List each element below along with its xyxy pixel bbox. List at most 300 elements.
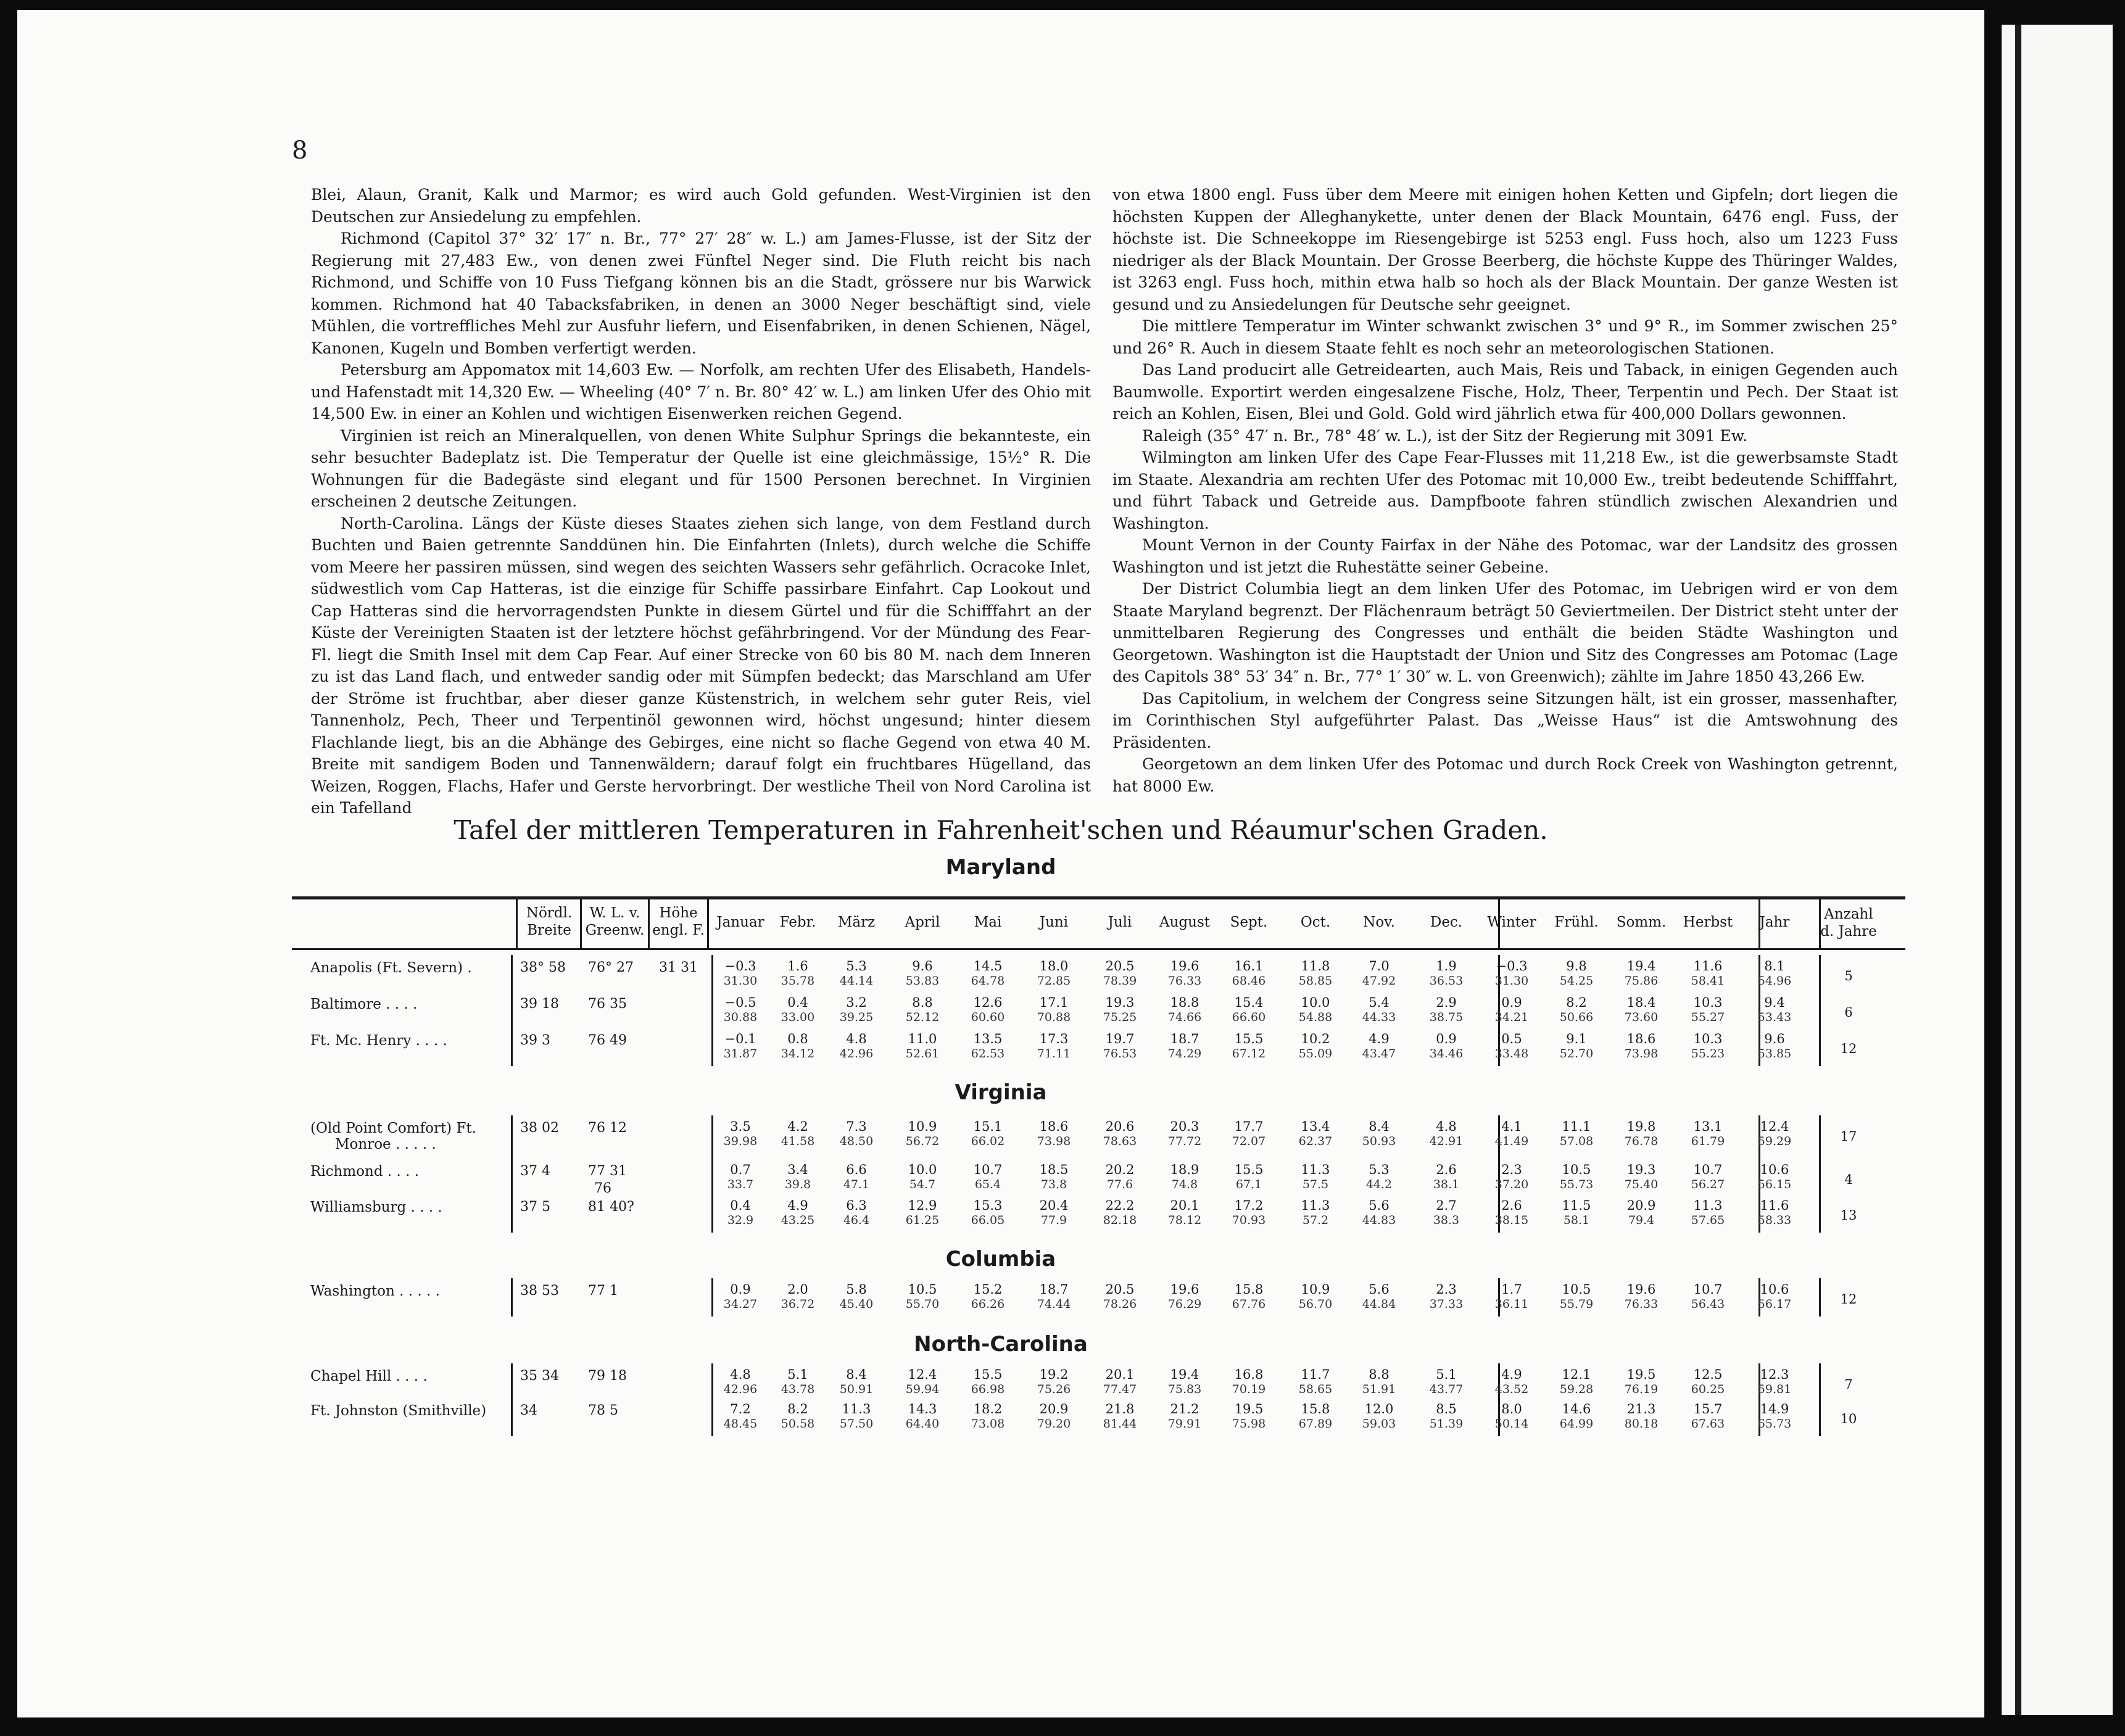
- season-reaumur: 18.6: [1626, 1031, 1656, 1046]
- temp-fahrenheit: 66.05: [971, 1213, 1005, 1227]
- temp-fahrenheit: 70.88: [1037, 1011, 1071, 1024]
- temp-fahrenheit: 41.58: [781, 1135, 815, 1148]
- temp-reaumur: 20.6: [1105, 1119, 1135, 1134]
- temp-fahrenheit: 32.9: [727, 1213, 754, 1227]
- station-name: Baltimore . . . .: [310, 996, 418, 1012]
- page-edge-line: [2015, 25, 2021, 1715]
- paragraph: Georgetown an dem linken Ufer des Potomac und durch Rock Creek von Washington getrennt, hat 8000 Ew.: [1112, 755, 1898, 795]
- temp-reaumur: 15.4: [1234, 995, 1264, 1010]
- season-reaumur: 13.1: [1693, 1119, 1723, 1134]
- temp-fahrenheit: 64.40: [905, 1417, 940, 1431]
- paragraph: Wilmington am linken Ufer des Cape Fear-Flusses mit 11,218 Ew., ist die gewerbsamste Stadt im Staate. Alexandria am rechten Ufer des Potomac mit 10,000 Ew., treibt bedeutende Schifffahrt, und führt Taback und Getreide aus. Dampfboote fahren stündlich zwischen Alexandrien und Washington.: [1112, 448, 1898, 532]
- temp-reaumur: 8.5: [1436, 1402, 1457, 1416]
- temp-reaumur: 20.1: [1170, 1198, 1199, 1213]
- season-fahrenheit: 76.33: [1624, 1297, 1659, 1311]
- annual-reaumur: 11.6: [1760, 1198, 1789, 1213]
- annual-fahrenheit: 53.43: [1757, 1011, 1792, 1024]
- temp-fahrenheit: 75.25: [1103, 1011, 1137, 1024]
- annual-reaumur: 10.6: [1760, 1282, 1789, 1297]
- station-longitude: 81 40?: [588, 1199, 634, 1215]
- temp-fahrenheit: 42.91: [1429, 1135, 1464, 1148]
- station-divider: [511, 955, 513, 1066]
- temp-reaumur: 5.1: [1436, 1367, 1457, 1382]
- station-name: Chapel Hill . . . .: [310, 1368, 428, 1384]
- temp-reaumur: 4.9: [1369, 1031, 1390, 1046]
- season-fahrenheit: 55.23: [1691, 1047, 1725, 1060]
- season-fahrenheit: 58.41: [1691, 974, 1725, 988]
- temp-reaumur: 8.8: [1369, 1367, 1390, 1382]
- month-header-7: Juli: [1108, 914, 1132, 930]
- season-fahrenheit: 33.48: [1494, 1047, 1529, 1060]
- annual-reaumur: 8.1: [1764, 959, 1785, 973]
- temp-reaumur: 20.4: [1039, 1198, 1069, 1213]
- season-reaumur: 0.5: [1501, 1031, 1522, 1046]
- temp-fahrenheit: 62.53: [971, 1047, 1005, 1060]
- temp-fahrenheit: 42.96: [723, 1383, 758, 1396]
- temp-reaumur: 7.0: [1369, 959, 1390, 973]
- temp-reaumur: −0.3: [724, 959, 756, 973]
- season-reaumur: 10.7: [1693, 1282, 1723, 1297]
- month-header-5: Mai: [974, 914, 1002, 930]
- station-longitude: 76° 27: [588, 960, 634, 975]
- temp-fahrenheit: 67.1: [1235, 1178, 1262, 1191]
- temp-fahrenheit: 81.44: [1103, 1417, 1137, 1431]
- years-count: 7: [1844, 1377, 1853, 1392]
- temp-fahrenheit: 51.39: [1429, 1417, 1464, 1431]
- temp-fahrenheit: 74.44: [1037, 1297, 1071, 1311]
- season-fahrenheit: 76.19: [1624, 1383, 1659, 1396]
- temp-reaumur: 3.5: [730, 1119, 751, 1134]
- temp-fahrenheit: 75.83: [1167, 1383, 1202, 1396]
- text-column-right: [1112, 184, 1898, 797]
- temp-reaumur: 5.6: [1369, 1198, 1390, 1213]
- temp-reaumur: 22.2: [1105, 1198, 1135, 1213]
- temp-fahrenheit: 38.1: [1433, 1178, 1460, 1191]
- temp-fahrenheit: 78.26: [1103, 1297, 1137, 1311]
- temp-reaumur: 2.7: [1436, 1198, 1457, 1213]
- temp-reaumur: 15.5: [1234, 1162, 1264, 1177]
- station-latitude: 35 34: [520, 1368, 559, 1384]
- season-reaumur: 20.9: [1626, 1198, 1656, 1213]
- temp-reaumur: 19.7: [1105, 1031, 1135, 1046]
- station-name: Washington . . . . .: [310, 1283, 440, 1299]
- temp-reaumur: 4.2: [787, 1119, 808, 1134]
- temp-reaumur: 6.6: [846, 1162, 867, 1177]
- temp-reaumur: 20.3: [1170, 1119, 1199, 1134]
- month-header-11: Nov.: [1363, 914, 1395, 930]
- temp-reaumur: 21.2: [1170, 1402, 1199, 1416]
- temp-fahrenheit: 70.19: [1232, 1383, 1266, 1396]
- temp-reaumur: 4.8: [846, 1031, 867, 1046]
- season-header-4: Herbst: [1683, 914, 1733, 930]
- book-page: [17, 10, 1984, 1717]
- paragraph: Richmond (Capitol 37° 32′ 17″ n. Br., 77° 27′ 28″ w. L.) am James-Flusse, ist der Sitz der Regierung mit 27,483 Ew., von denen zwei Fünftel Neger sind. Die Fluth reicht bis nach Richmond, und Schiffe von 10 Fuss Tiefgang können bis an die Stadt, grössere nur bis Warwick kommen. Richmond hat 40 Tabacksfabriken, in denen an 3000 Neger beschäftigt sind, viele Mühlen, die vortreffliches Mehl zur Ausfuhr liefern, und Eisenfabriken, in denen Schienen, Nägel, Kanonen, Kugeln und Bomben verfertigt werden.: [311, 229, 1091, 357]
- temp-fahrenheit: 74.8: [1171, 1178, 1198, 1191]
- temp-fahrenheit: 43.47: [1362, 1047, 1396, 1060]
- month-header-10: Oct.: [1300, 914, 1331, 930]
- temp-fahrenheit: 65.4: [974, 1178, 1001, 1191]
- station-longitude: 77 1: [588, 1283, 618, 1299]
- station-name: Ft. Mc. Henry . . . .: [310, 1033, 447, 1049]
- temp-reaumur: 15.1: [973, 1119, 1003, 1134]
- season-header-3: Somm.: [1616, 914, 1667, 930]
- temp-reaumur: 19.6: [1170, 1282, 1199, 1297]
- temp-reaumur: 5.3: [846, 959, 867, 973]
- temp-fahrenheit: 46.4: [843, 1213, 870, 1227]
- temp-fahrenheit: 58.85: [1298, 974, 1333, 988]
- temp-reaumur: 15.8: [1234, 1282, 1264, 1297]
- temp-fahrenheit: 50.93: [1362, 1135, 1396, 1148]
- station-latitude: 34: [520, 1403, 537, 1418]
- season-fahrenheit: 38.15: [1494, 1213, 1529, 1227]
- temp-reaumur: 21.8: [1105, 1402, 1135, 1416]
- temp-fahrenheit: 72.85: [1037, 974, 1071, 988]
- temp-fahrenheit: 72.07: [1232, 1135, 1266, 1148]
- season-header-2: Frühl.: [1554, 914, 1599, 930]
- temp-fahrenheit: 78.63: [1103, 1135, 1137, 1148]
- season-reaumur: 12.1: [1562, 1367, 1591, 1382]
- season-reaumur: 10.7: [1693, 1162, 1723, 1177]
- season-reaumur: 9.8: [1566, 959, 1587, 973]
- station-longitude-alt: 76: [594, 1181, 611, 1196]
- temp-reaumur: 8.2: [787, 1402, 808, 1416]
- temp-reaumur: 14.3: [908, 1402, 937, 1416]
- season-reaumur: 18.4: [1626, 995, 1656, 1010]
- page-number: 8: [292, 136, 308, 165]
- temp-fahrenheit: 77.72: [1167, 1135, 1202, 1148]
- season-fahrenheit: 61.79: [1691, 1135, 1725, 1148]
- season-reaumur: 10.3: [1693, 1031, 1723, 1046]
- section-title: North-Carolina: [914, 1332, 1088, 1357]
- temp-fahrenheit: 33.7: [727, 1178, 754, 1191]
- years-count: 6: [1844, 1005, 1853, 1020]
- temp-reaumur: 15.5: [973, 1367, 1003, 1382]
- annual-reaumur: 10.6: [1760, 1162, 1789, 1177]
- temp-fahrenheit: 79.91: [1167, 1417, 1202, 1431]
- station-divider: [511, 1278, 513, 1316]
- section-title: Maryland: [945, 855, 1056, 880]
- temp-reaumur: 11.8: [1301, 959, 1330, 973]
- paragraph: Das Land producirt alle Getreidearten, auch Mais, Reis und Taback, in einigen Gegenden auch Baumwolle. Exportirt werden eingesalzene Fische, Holz, Theer, Terpentin und Pech. Der Staat ist reich an Kohlen, Eisen, Blei und Gold. Gold wird jährlich etwa für 400,000 Dollars gewonnen.: [1112, 361, 1898, 423]
- temp-fahrenheit: 56.72: [905, 1135, 940, 1148]
- temp-fahrenheit: 39.98: [723, 1135, 758, 1148]
- breite-header: Nördl. Breite: [526, 905, 573, 938]
- temp-reaumur: 7.2: [730, 1402, 751, 1416]
- temp-fahrenheit: 57.2: [1302, 1213, 1329, 1227]
- laenge-header: W. L. v. Greenw.: [585, 905, 645, 938]
- temp-reaumur: 12.0: [1364, 1402, 1394, 1416]
- station-latitude: 38° 58: [520, 960, 566, 975]
- season-fahrenheit: 60.25: [1691, 1383, 1725, 1396]
- station-latitude: 37 4: [520, 1164, 550, 1179]
- month-header-1: Januar: [716, 914, 764, 930]
- season-fahrenheit: 57.08: [1559, 1135, 1594, 1148]
- temp-reaumur: 19.4: [1170, 1367, 1199, 1382]
- season-fahrenheit: 55.27: [1691, 1011, 1725, 1024]
- temp-fahrenheit: 44.33: [1362, 1011, 1396, 1024]
- temp-fahrenheit: 75.26: [1037, 1383, 1071, 1396]
- temp-fahrenheit: 47.92: [1362, 974, 1396, 988]
- temp-reaumur: 20.9: [1039, 1402, 1069, 1416]
- paragraph: Raleigh (35° 47′ n. Br., 78° 48′ w. L.), ist der Sitz der Regierung mit 3091 Ew.: [1142, 426, 1748, 445]
- temp-fahrenheit: 53.83: [905, 974, 940, 988]
- paragraph: Das Capitolium, in welchem der Congress seine Sitzungen hält, ist ein grosser, massenhafter, im Corinthischen Styl aufgeführter Palast. Das „Weisse Haus“ ist die Amtswohnung des Präsidenten.: [1112, 689, 1898, 751]
- temp-fahrenheit: 47.1: [843, 1178, 870, 1191]
- station-longitude: 77 31: [588, 1164, 627, 1179]
- temp-fahrenheit: 44.14: [839, 974, 874, 988]
- temp-fahrenheit: 77.9: [1040, 1213, 1067, 1227]
- temp-fahrenheit: 55.70: [905, 1297, 940, 1311]
- temp-fahrenheit: 61.25: [905, 1213, 940, 1227]
- temp-reaumur: 1.9: [1436, 959, 1457, 973]
- section-title: Columbia: [945, 1247, 1056, 1271]
- season-reaumur: 19.4: [1626, 959, 1656, 973]
- temp-reaumur: 15.2: [973, 1282, 1003, 1297]
- temp-reaumur: 15.3: [973, 1198, 1003, 1213]
- season-reaumur: 4.9: [1501, 1367, 1522, 1382]
- station-longitude: 76 12: [588, 1120, 627, 1136]
- temp-fahrenheit: 75.98: [1232, 1417, 1266, 1431]
- temp-reaumur: 17.3: [1039, 1031, 1069, 1046]
- temp-fahrenheit: 30.88: [723, 1011, 758, 1024]
- paragraph: North-Carolina. Längs der Küste dieses Staates ziehen sich lange, von dem Festland durch Buchten und Baien getrennte Sanddünen hin. Die Einfahrten (Inlets), durch welche die Schiffe vom Meere her passiren müssen, sind wegen des seichten Wassers sehr gefährlich. Ocracoke Inlet, südwestlich vom Cap Hatteras, ist die einzige für Schiffe passirbare Einfahrt. Cap Lookout und Cap Hatteras sind die hervorragendsten Punkte in diesem Gürtel und für die Schifffahrt an der Küste der Vereinigten Staaten ist der letztere höchst gefährbringend. Vor der Mündung des Fear-Fl. liegt die Smith Insel mit dem Cap Fear. Auf einer Strecke von 60 bis 80 M. nach dem Inneren zu ist das Land flach, und entweder sandig oder mit Sümpfen bedeckt; das Marschland am Ufer der Ströme ist fruchtbar, aber dieser ganze Küstenstrich, in welchem sehr guter Reis, viel Tannenholz, Pech, Theer und Terpentinöl gewonnen wird, höchst ungesund; hinter diesem Flachlande liegt, bis an die Abhänge des Gebirges, eine nicht so flache Gegend von etwa 40 M. Breite mit sandigem Boden und Tannenwäldern; darauf folgt ein fruchtbares Hügelland, das Weizen, Roggen, Flachs, Hafer und Gerste hervorbringt. Der westliche Theil von Nord Carolina ist ein Tafelland: [311, 514, 1091, 817]
- temp-fahrenheit: 56.70: [1298, 1297, 1333, 1311]
- years-count: 10: [1840, 1412, 1857, 1426]
- temp-reaumur: 11.3: [1301, 1162, 1330, 1177]
- temp-reaumur: 2.9: [1436, 995, 1457, 1010]
- temp-reaumur: 18.7: [1039, 1282, 1069, 1297]
- season-reaumur: 11.5: [1562, 1198, 1591, 1213]
- temp-reaumur: 3.4: [787, 1162, 808, 1177]
- season-reaumur: 4.1: [1501, 1119, 1522, 1134]
- station-longitude: 79 18: [588, 1368, 627, 1384]
- temp-reaumur: 18.2: [973, 1402, 1003, 1416]
- temp-reaumur: 18.7: [1170, 1031, 1199, 1046]
- table-header-rule: [292, 948, 1905, 950]
- season-fahrenheit: 52.70: [1559, 1047, 1594, 1060]
- season-reaumur: 10.5: [1562, 1282, 1591, 1297]
- temp-fahrenheit: 31.30: [723, 974, 758, 988]
- paragraph: Virginien ist reich an Mineralquellen, von denen White Sulphur Springs die bekannteste, ein sehr besuchter Badeplatz ist. Die Temperatur der Quelle ist eine gleichmässige, 15½° R. Die Wohnungen für die Badegäste sind elegant und für 1500 Personen berechnet. In Virginien erscheinen 2 deutsche Zeitungen.: [311, 426, 1091, 510]
- temp-reaumur: 0.4: [730, 1198, 751, 1213]
- temp-fahrenheit: 34.12: [781, 1047, 815, 1060]
- season-reaumur: 19.6: [1626, 1282, 1656, 1297]
- station-latitude: 37 5: [520, 1199, 550, 1215]
- season-fahrenheit: 75.40: [1624, 1178, 1659, 1191]
- annual-fahrenheit: 53.85: [1757, 1047, 1792, 1060]
- temp-fahrenheit: 51.91: [1362, 1383, 1396, 1396]
- temp-fahrenheit: 33.00: [781, 1011, 815, 1024]
- temp-fahrenheit: 57.50: [839, 1417, 874, 1431]
- temp-fahrenheit: 43.25: [781, 1213, 815, 1227]
- temp-fahrenheit: 78.39: [1103, 974, 1137, 988]
- temp-reaumur: 13.5: [973, 1031, 1003, 1046]
- temp-fahrenheit: 35.78: [781, 974, 815, 988]
- temp-fahrenheit: 82.18: [1103, 1213, 1137, 1227]
- station-name: Richmond . . . .: [310, 1164, 420, 1180]
- temp-fahrenheit: 62.37: [1298, 1135, 1333, 1148]
- season-reaumur: 21.3: [1626, 1402, 1656, 1416]
- annual-fahrenheit: 56.15: [1757, 1178, 1792, 1191]
- temp-fahrenheit: 36.53: [1429, 974, 1464, 988]
- season-fahrenheit: 54.25: [1559, 974, 1594, 988]
- hoehe-header: Höhe engl. F.: [652, 905, 705, 938]
- season-fahrenheit: 75.86: [1624, 974, 1659, 988]
- temp-fahrenheit: 43.78: [781, 1383, 815, 1396]
- temp-fahrenheit: 44.2: [1365, 1178, 1393, 1191]
- temp-fahrenheit: 73.08: [971, 1417, 1005, 1431]
- temp-fahrenheit: 31.87: [723, 1047, 758, 1060]
- annual-divider: [1819, 955, 1821, 1066]
- temp-fahrenheit: 34.46: [1429, 1047, 1464, 1060]
- station-name: Williamsburg . . . .: [310, 1199, 442, 1215]
- season-reaumur: 19.8: [1626, 1119, 1656, 1134]
- station-name: Anapolis (Ft. Severn) .: [310, 960, 472, 976]
- next-page-edge: [2002, 25, 2113, 1715]
- season-fahrenheit: 50.66: [1559, 1011, 1594, 1024]
- station-latitude: 39 3: [520, 1033, 550, 1048]
- season-fahrenheit: 41.49: [1494, 1135, 1529, 1148]
- temp-reaumur: 3.2: [846, 995, 867, 1010]
- temp-reaumur: 5.6: [1369, 1282, 1390, 1297]
- temp-reaumur: 8.8: [912, 995, 933, 1010]
- temp-fahrenheit: 73.98: [1037, 1135, 1071, 1148]
- season-fahrenheit: 59.28: [1559, 1383, 1594, 1396]
- month-header-6: Juni: [1039, 914, 1069, 930]
- temp-reaumur: 10.0: [1301, 995, 1330, 1010]
- temp-reaumur: 12.6: [973, 995, 1003, 1010]
- temp-fahrenheit: 50.91: [839, 1383, 874, 1396]
- jahr-header: Jahr: [1759, 914, 1790, 930]
- temp-fahrenheit: 52.12: [905, 1011, 940, 1024]
- season-fahrenheit: 64.99: [1559, 1417, 1594, 1431]
- temp-fahrenheit: 76.29: [1167, 1297, 1202, 1311]
- temp-fahrenheit: 67.76: [1232, 1297, 1266, 1311]
- header-divider: [516, 899, 518, 949]
- temp-reaumur: 11.0: [908, 1031, 937, 1046]
- temp-reaumur: 16.8: [1234, 1367, 1264, 1382]
- temp-fahrenheit: 45.40: [839, 1297, 874, 1311]
- temp-reaumur: 18.0: [1039, 959, 1069, 973]
- temp-reaumur: 20.5: [1105, 1282, 1135, 1297]
- years-count: 5: [1844, 969, 1853, 983]
- section-title: Virginia: [955, 1080, 1047, 1105]
- temp-reaumur: 15.5: [1234, 1031, 1264, 1046]
- paragraph: von etwa 1800 engl. Fuss über dem Meere mit einigen hohen Ketten und Gipfeln; dort liegen die höchsten Kuppen der Alleghanykette, unter denen der Black Mountain, 6476 engl. Fuss, der höchste ist. Die Schneekoppe im Riesengebirge ist 5253 engl. Fuss hoch, also um 1223 Fuss niedriger als der Black Mountain. Der Grosse Beerberg, die höchste Kuppe des Thüringer Waldes, ist 3263 engl. Fuss hoch, mithin etwa halb so hoch als der Black Mountain. Der ganze Westen ist gesund und zu Ansiedelungen für Deutsche sehr geeignet.: [1112, 186, 1898, 313]
- temp-fahrenheit: 38.3: [1433, 1213, 1460, 1227]
- temp-reaumur: 13.4: [1301, 1119, 1330, 1134]
- season-reaumur: 11.6: [1693, 959, 1723, 973]
- annual-fahrenheit: 59.81: [1757, 1383, 1792, 1396]
- annual-fahrenheit: 65.73: [1757, 1417, 1792, 1431]
- annual-divider: [1819, 1278, 1821, 1316]
- season-fahrenheit: 76.78: [1624, 1135, 1659, 1148]
- temp-fahrenheit: 76.53: [1103, 1047, 1137, 1060]
- temp-reaumur: 18.8: [1170, 995, 1199, 1010]
- temp-reaumur: 0.9: [730, 1282, 751, 1297]
- temp-reaumur: 6.3: [846, 1198, 867, 1213]
- temp-reaumur: 12.4: [908, 1367, 937, 1382]
- temp-fahrenheit: 50.58: [781, 1417, 815, 1431]
- temp-fahrenheit: 55.09: [1298, 1047, 1333, 1060]
- paragraph: Der District Columbia liegt an dem linken Ufer des Potomac, im Uebrigen wird er von dem Staate Maryland begrenzt. Der Flächenraum beträgt 50 Geviertmeilen. Der District steht unter der unmittelbaren Regierung des Congresses und enthält die beiden Städte Washington und Georgetown. Washington ist die Hauptstadt der Union und Sitz des Congresses am Potomac (Lage des Capitols 38° 53′ 34″ n. Br., 77° 1′ 30″ w. L. von Greenwich); zählte im Jahre 1850 43,266 Ew.: [1112, 580, 1898, 685]
- temp-fahrenheit: 66.98: [971, 1383, 1005, 1396]
- season-reaumur: 12.5: [1693, 1367, 1723, 1382]
- station-longitude: 78 5: [588, 1403, 618, 1418]
- annual-fahrenheit: 54.96: [1757, 974, 1792, 988]
- temp-fahrenheit: 76.33: [1167, 974, 1202, 988]
- station-name: (Old Point Comfort) Ft.: [310, 1120, 476, 1136]
- temp-reaumur: 19.6: [1170, 959, 1199, 973]
- temp-reaumur: 19.5: [1234, 1402, 1264, 1416]
- station-name-cont: Monroe . . . . .: [335, 1136, 436, 1152]
- season-reaumur: 2.3: [1501, 1162, 1522, 1177]
- temp-fahrenheit: 52.61: [905, 1047, 940, 1060]
- season-fahrenheit: 31.30: [1494, 974, 1529, 988]
- season-fahrenheit: 37.20: [1494, 1178, 1529, 1191]
- anzahl-header: Anzahl d. Jahre: [1820, 906, 1877, 940]
- temp-reaumur: 20.2: [1105, 1162, 1135, 1177]
- station-latitude: 38 53: [520, 1283, 559, 1299]
- temp-fahrenheit: 38.75: [1429, 1011, 1464, 1024]
- temp-fahrenheit: 43.77: [1429, 1383, 1464, 1396]
- years-count: 13: [1840, 1208, 1857, 1223]
- text-column-left: [311, 184, 1091, 819]
- station-divider: [511, 1115, 513, 1233]
- temp-reaumur: 2.6: [1436, 1162, 1457, 1177]
- season-fahrenheit: 58.1: [1563, 1213, 1590, 1227]
- temp-fahrenheit: 77.47: [1103, 1383, 1137, 1396]
- season-fahrenheit: 55.79: [1559, 1297, 1594, 1311]
- season-fahrenheit: 36.11: [1494, 1297, 1529, 1311]
- season-fahrenheit: 73.60: [1624, 1011, 1659, 1024]
- table-title: Tafel der mittleren Temperaturen in Fahrenheit'schen und Réaumur'schen Graden.: [454, 815, 1548, 845]
- temp-reaumur: 10.7: [973, 1162, 1003, 1177]
- month-header-2: Febr.: [779, 914, 816, 930]
- temp-reaumur: 5.8: [846, 1282, 867, 1297]
- temp-reaumur: −0.5: [724, 995, 756, 1010]
- table-top-rule: [292, 896, 1905, 899]
- temp-reaumur: 5.3: [1369, 1162, 1390, 1177]
- temp-reaumur: 8.4: [846, 1367, 867, 1382]
- temp-reaumur: 20.1: [1105, 1367, 1135, 1382]
- paragraph: Blei, Alaun, Granit, Kalk und Marmor; es wird auch Gold gefunden. West-Virginien ist den Deutschen zur Ansiedelung zu empfehlen.: [311, 186, 1091, 226]
- temp-fahrenheit: 74.29: [1167, 1047, 1202, 1060]
- season-reaumur: 2.6: [1501, 1198, 1522, 1213]
- season-reaumur: 8.2: [1566, 995, 1587, 1010]
- temp-reaumur: 12.9: [908, 1198, 937, 1213]
- temp-fahrenheit: 71.11: [1037, 1047, 1071, 1060]
- temp-reaumur: 2.3: [1436, 1282, 1457, 1297]
- temp-reaumur: 10.0: [908, 1162, 937, 1177]
- years-count: 12: [1840, 1292, 1857, 1307]
- temp-fahrenheit: 64.78: [971, 974, 1005, 988]
- annual-fahrenheit: 59.29: [1757, 1135, 1792, 1148]
- temp-fahrenheit: 54.7: [909, 1178, 936, 1191]
- temp-fahrenheit: 77.6: [1106, 1178, 1133, 1191]
- temp-reaumur: 10.5: [908, 1282, 937, 1297]
- temp-reaumur: 14.5: [973, 959, 1003, 973]
- season-fahrenheit: 79.4: [1628, 1213, 1655, 1227]
- temp-fahrenheit: 39.25: [839, 1011, 874, 1024]
- temp-fahrenheit: 44.84: [1362, 1297, 1396, 1311]
- paragraph: Petersburg am Appomatox mit 14,603 Ew. — Norfolk, am rechten Ufer des Elisabeth, Handels- und Hafenstadt mit 14,320 Ew. — Wheeling (40° 7′ n. Br. 80° 42′ w. L.) am linken Ufer des Ohio mit 14,500 Ew. in einer an Kohlen und wichtigen Eisenwerken reichen Gegend.: [311, 361, 1091, 423]
- month-header-4: April: [905, 914, 940, 930]
- temp-reaumur: 0.8: [787, 1031, 808, 1046]
- paragraph: Die mittlere Temperatur im Winter schwankt zwischen 3° und 9° R., im Sommer zwischen 25° und 26° R. Auch in diesem Staate fehlt es noch sehr an meteorologischen Stationen.: [1112, 317, 1898, 357]
- temp-reaumur: 8.4: [1369, 1119, 1390, 1134]
- temp-reaumur: 15.8: [1301, 1402, 1330, 1416]
